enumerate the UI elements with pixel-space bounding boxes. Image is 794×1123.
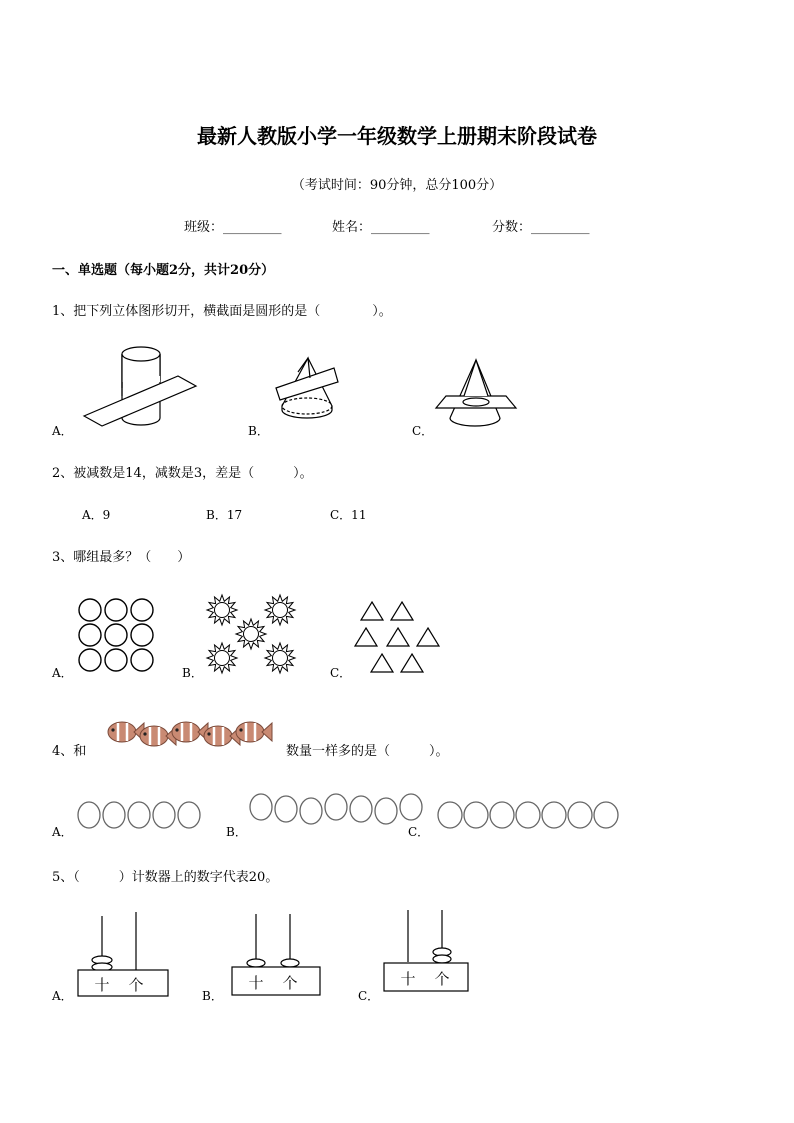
name-blank[interactable]: _________ (371, 220, 430, 235)
class-field (184, 216, 282, 235)
abacus-b-ones-label: 个 (282, 974, 298, 992)
sun-group (204, 594, 300, 676)
q4-option-a-label[interactable]: A． (52, 825, 73, 839)
exam-info: （考试时间：90分钟，总分100分） (291, 178, 503, 193)
q1-option-a-label[interactable]: A． (52, 424, 73, 438)
oval-icon (516, 802, 540, 828)
oval-icon (78, 802, 100, 828)
cone-vertical-cut-figure (270, 354, 350, 432)
oval-icon (542, 802, 566, 828)
fish-icon (236, 722, 272, 742)
sun-icon (236, 619, 266, 649)
q4-option-b-ovals (248, 792, 408, 832)
class-label: 班级： (184, 220, 224, 235)
oval-icon (464, 802, 488, 828)
name-field (332, 216, 430, 235)
abacus-b-tens-label: 十 (248, 974, 264, 992)
oval-icon (490, 802, 514, 828)
sun-icon (207, 643, 237, 673)
oval-icon (275, 796, 297, 822)
oval-icon (400, 794, 422, 820)
score-field (492, 216, 590, 235)
score-label: 分数： (492, 220, 532, 235)
oval-icon (178, 802, 200, 828)
q5-option-a-label[interactable]: A． (52, 989, 73, 1003)
q5-option-b-label[interactable]: B． (202, 989, 223, 1003)
q1-option-b-label[interactable]: B． (248, 424, 269, 438)
q2-option-a[interactable]: A．9 (82, 508, 111, 522)
oval-icon (300, 798, 322, 824)
oval-icon (103, 802, 125, 828)
oval-icon (325, 794, 347, 820)
q1-option-c-label[interactable]: C． (412, 424, 434, 438)
fish-group (104, 712, 274, 752)
q5-option-c-label[interactable]: C． (358, 989, 380, 1003)
question-3: 3、哪组最多？（ ） (52, 550, 191, 565)
q2-option-b[interactable]: B．17 (206, 508, 243, 522)
q3-option-a-label[interactable]: A． (52, 666, 73, 680)
abacus-c-ones-label: 个 (434, 970, 450, 988)
abacus-a-tens-label: 十 (94, 976, 110, 994)
q3-option-c-label[interactable]: C． (330, 666, 352, 680)
class-blank[interactable]: _________ (223, 220, 282, 235)
sun-icon (265, 643, 295, 673)
oval-icon (568, 802, 592, 828)
abacus-c-tens-label: 十 (400, 970, 416, 988)
question-1: 1、把下列立体图形切开，横截面是圆形的是（ ）。 (52, 304, 392, 319)
circle-group (76, 596, 158, 674)
cylinder-cut-figure (80, 336, 200, 436)
question-5: 5、（ ）计数器上的数字代表20。 (52, 870, 279, 885)
page-title: 最新人教版小学一年级数学上册期末阶段试卷 (197, 124, 597, 148)
question-4-suffix: 数量一样多的是（ ）。 (286, 744, 449, 759)
sun-icon (265, 595, 295, 625)
fish-icon (204, 726, 240, 746)
oval-icon (375, 798, 397, 824)
q2-option-c[interactable]: C．11 (330, 508, 367, 522)
score-blank[interactable]: _________ (531, 220, 590, 235)
abacus-a (76, 910, 170, 1002)
fish-icon (108, 722, 144, 742)
question-4-prefix: 4、和 (52, 744, 87, 759)
question-2: 2、被减数是14，减数是3，差是（ ）。 (52, 466, 313, 481)
abacus-b (228, 910, 324, 1002)
oval-icon (350, 796, 372, 822)
oval-icon (594, 802, 618, 828)
oval-icon (153, 802, 175, 828)
sun-icon (207, 595, 237, 625)
q3-option-b-label[interactable]: B． (182, 666, 203, 680)
oval-icon (128, 802, 150, 828)
triangle-group (354, 600, 444, 676)
q4-option-c-ovals (436, 800, 616, 834)
cone-horizontal-cut-figure (432, 356, 522, 434)
q4-option-b-label[interactable]: B． (226, 825, 247, 839)
abacus-a-ones-label: 个 (128, 976, 144, 994)
q4-option-a-ovals (76, 800, 206, 834)
oval-icon (250, 794, 272, 820)
fish-icon (140, 726, 176, 746)
fish-icon (172, 722, 208, 742)
abacus-c (382, 906, 472, 996)
oval-icon (438, 802, 462, 828)
section-heading: 一、单选题（每小题2分，共计20分） (52, 263, 275, 278)
q4-option-c-label[interactable]: C． (408, 825, 430, 839)
name-label: 姓名： (332, 220, 372, 235)
